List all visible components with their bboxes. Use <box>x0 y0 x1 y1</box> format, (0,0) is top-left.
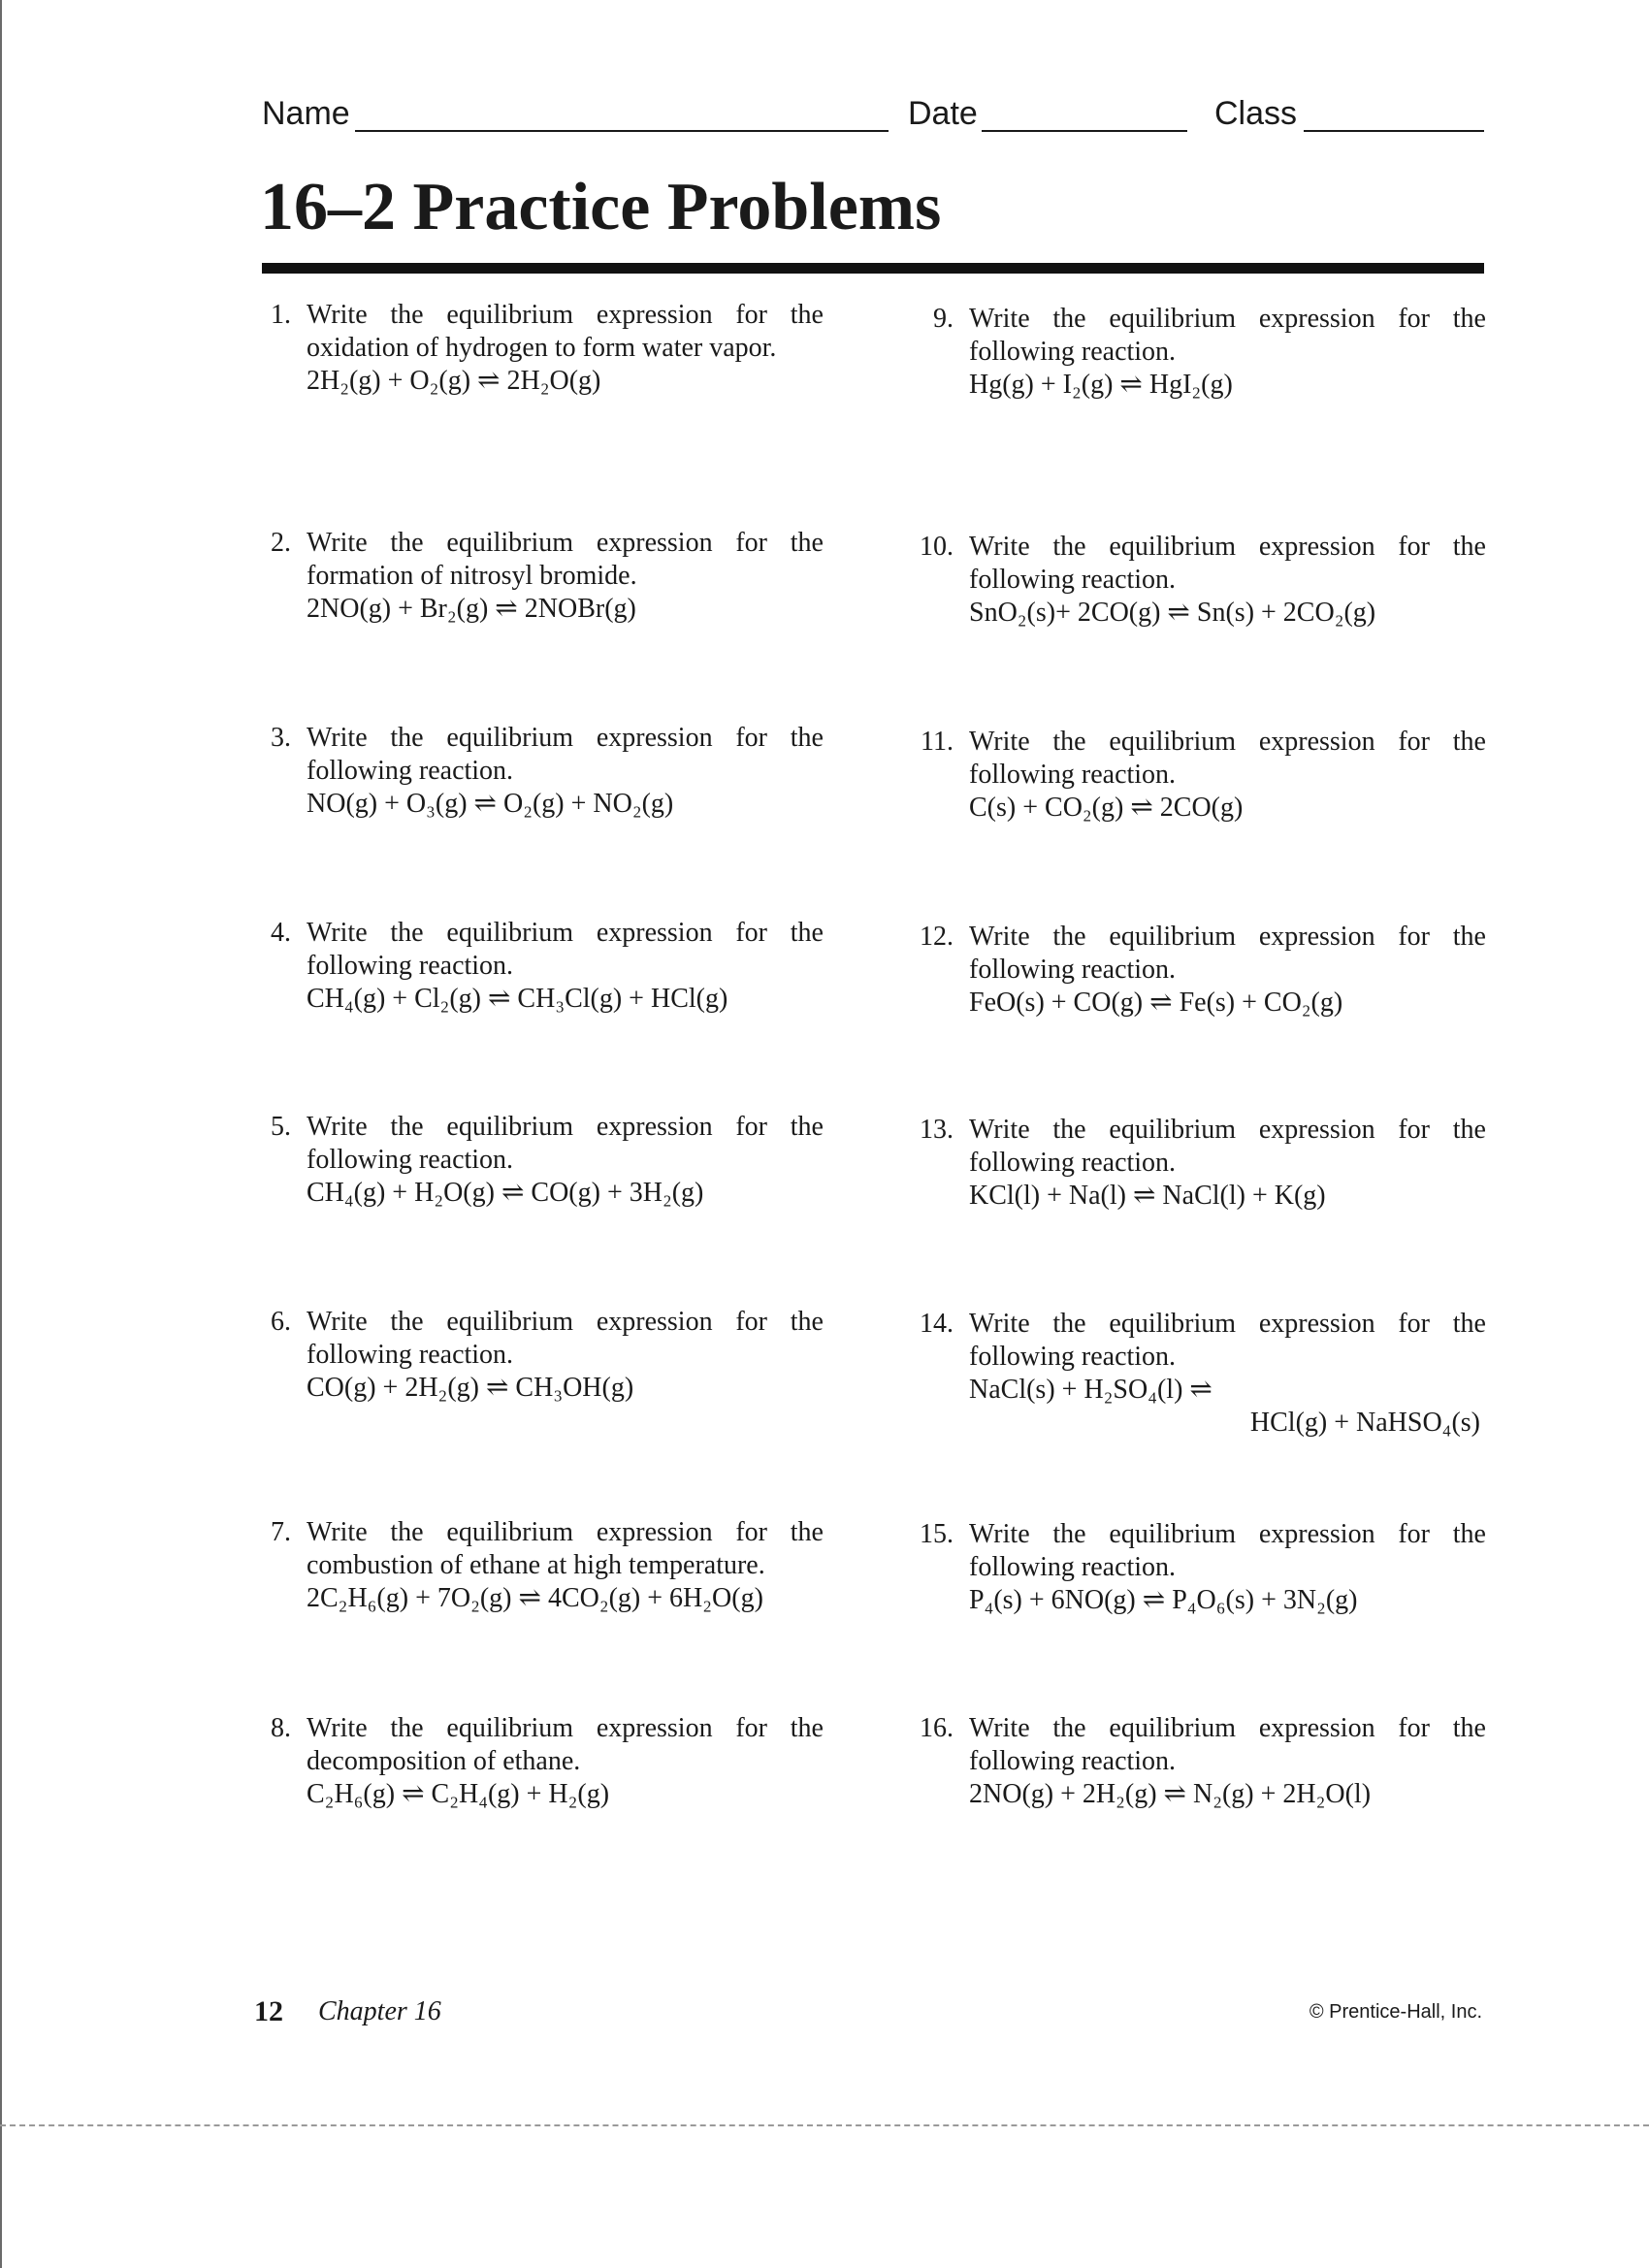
problem-number: 11. <box>921 727 954 757</box>
problem-number: 5. <box>271 1112 291 1142</box>
class-field[interactable] <box>1304 130 1484 132</box>
problem-number: 8. <box>271 1713 291 1743</box>
equation: 2C₂H₆(g) + 7O₂(g) ⇌ 4CO₂(g) + 6H₂O(g) <box>307 1583 763 1613</box>
equation: C(s) + CO₂(g) ⇌ 2CO(g) <box>969 793 1244 823</box>
problem-number: 16. <box>920 1713 954 1743</box>
problem-number: 1. <box>271 300 291 330</box>
equation: FeO(s) + CO(g) ⇌ Fe(s) + CO₂(g) <box>969 988 1343 1018</box>
problem-text: Write the equilibrium expression for the following reaction. <box>969 532 1486 595</box>
problem-text: Write the equilibrium expression for the following reaction. <box>969 922 1486 985</box>
equation: 2NO(g) + Br₂(g) ⇌ 2NOBr(g) <box>307 594 636 624</box>
equation: NO(g) + O₃(g) ⇌ O₂(g) + NO₂(g) <box>307 789 674 819</box>
footer <box>254 1993 1482 2031</box>
date-field[interactable] <box>982 130 1187 132</box>
page-number: 12 <box>254 1995 283 2027</box>
chapter-label: Chapter 16 <box>318 1996 441 2026</box>
problem-text: Write the equilibrium expression for the following reaction. <box>307 1112 824 1175</box>
date-label: Date <box>908 95 978 132</box>
class-label: Class <box>1214 95 1298 132</box>
equation: P₄(s) + 6NO(g) ⇌ P₄O₆(s) + 3N₂(g) <box>969 1585 1358 1615</box>
problem-text: Write the equilibrium expression for the following reaction. <box>969 1519 1486 1582</box>
problem-number: 7. <box>271 1517 291 1547</box>
equation: SnO₂(s)+ 2CO(g) ⇌ Sn(s) + 2CO₂(g) <box>969 598 1376 628</box>
scan-edge-line <box>0 0 2 2268</box>
title-divider <box>262 263 1484 274</box>
problem-number: 13. <box>920 1115 954 1145</box>
problem-text: Write the equilibrium expression for the combustion of ethane at high temperature. <box>307 1517 824 1580</box>
equation: C₂H₆(g) ⇌ C₂H₄(g) + H₂(g) <box>307 1779 610 1809</box>
problem-number: 12. <box>920 922 954 952</box>
equation: CH₄(g) + Cl₂(g) ⇌ CH₃Cl(g) + HCl(g) <box>307 984 728 1014</box>
header <box>262 93 1487 134</box>
problem-number: 6. <box>271 1307 291 1337</box>
equation-continued: HCl(g) + NaHSO₄(s) <box>1249 1408 1480 1438</box>
problem-text: Write the equilibrium expression for the following reaction. <box>969 727 1486 790</box>
problem-number: 3. <box>271 723 291 753</box>
problem-text: Write the equilibrium expression for the following reaction. <box>307 918 824 981</box>
problem-text: Write the equilibrium expression for the following reaction. <box>969 1713 1486 1776</box>
equation: CO(g) + 2H₂(g) ⇌ CH₃OH(g) <box>307 1373 634 1403</box>
problem-number: 10. <box>920 532 954 562</box>
equation: CH₄(g) + H₂O(g) ⇌ CO(g) + 3H₂(g) <box>307 1178 704 1208</box>
copyright-notice: © Prentice-Hall, Inc. <box>1309 2001 1482 2023</box>
scan-dashed-line <box>0 2124 1649 2126</box>
problem-number: 4. <box>271 918 291 948</box>
equation: 2NO(g) + 2H₂(g) ⇌ N₂(g) + 2H₂O(l) <box>969 1779 1372 1809</box>
problem-number: 9. <box>933 304 954 334</box>
name-label: Name <box>262 95 350 132</box>
page-title: 16–2 Practice Problems <box>260 170 942 244</box>
equation: 2H₂(g) + O₂(g) ⇌ 2H₂O(g) <box>307 366 601 396</box>
problem-number: 14. <box>920 1309 954 1339</box>
problem-text: Write the equilibrium expression for the decomposition of ethane. <box>307 1713 824 1776</box>
name-field[interactable] <box>355 130 889 132</box>
problem-text: Write the equilibrium expression for the formation of nitrosyl bromide. <box>307 528 824 591</box>
problem-text: Write the equilibrium expression for the following reaction. <box>969 304 1486 367</box>
problem-text: Write the equilibrium expression for the oxidation of hydrogen to form water vapor. <box>307 300 824 363</box>
equation: Hg(g) + I₂(g) ⇌ HgI₂(g) <box>969 370 1233 400</box>
equation: KCl(l) + Na(l) ⇌ NaCl(l) + K(g) <box>969 1181 1326 1211</box>
problem-text: Write the equilibrium expression for the following reaction. <box>307 723 824 786</box>
problem-text: Write the equilibrium expression for the following reaction. <box>307 1307 824 1370</box>
problem-number: 2. <box>271 528 291 558</box>
equation: NaCl(s) + H₂SO₄(l) ⇌ <box>969 1375 1212 1405</box>
problem-text: Write the equilibrium expression for the following reaction. <box>969 1115 1486 1178</box>
problem-number: 15. <box>920 1519 954 1549</box>
problem-text: Write the equilibrium expression for the following reaction. <box>969 1309 1486 1372</box>
